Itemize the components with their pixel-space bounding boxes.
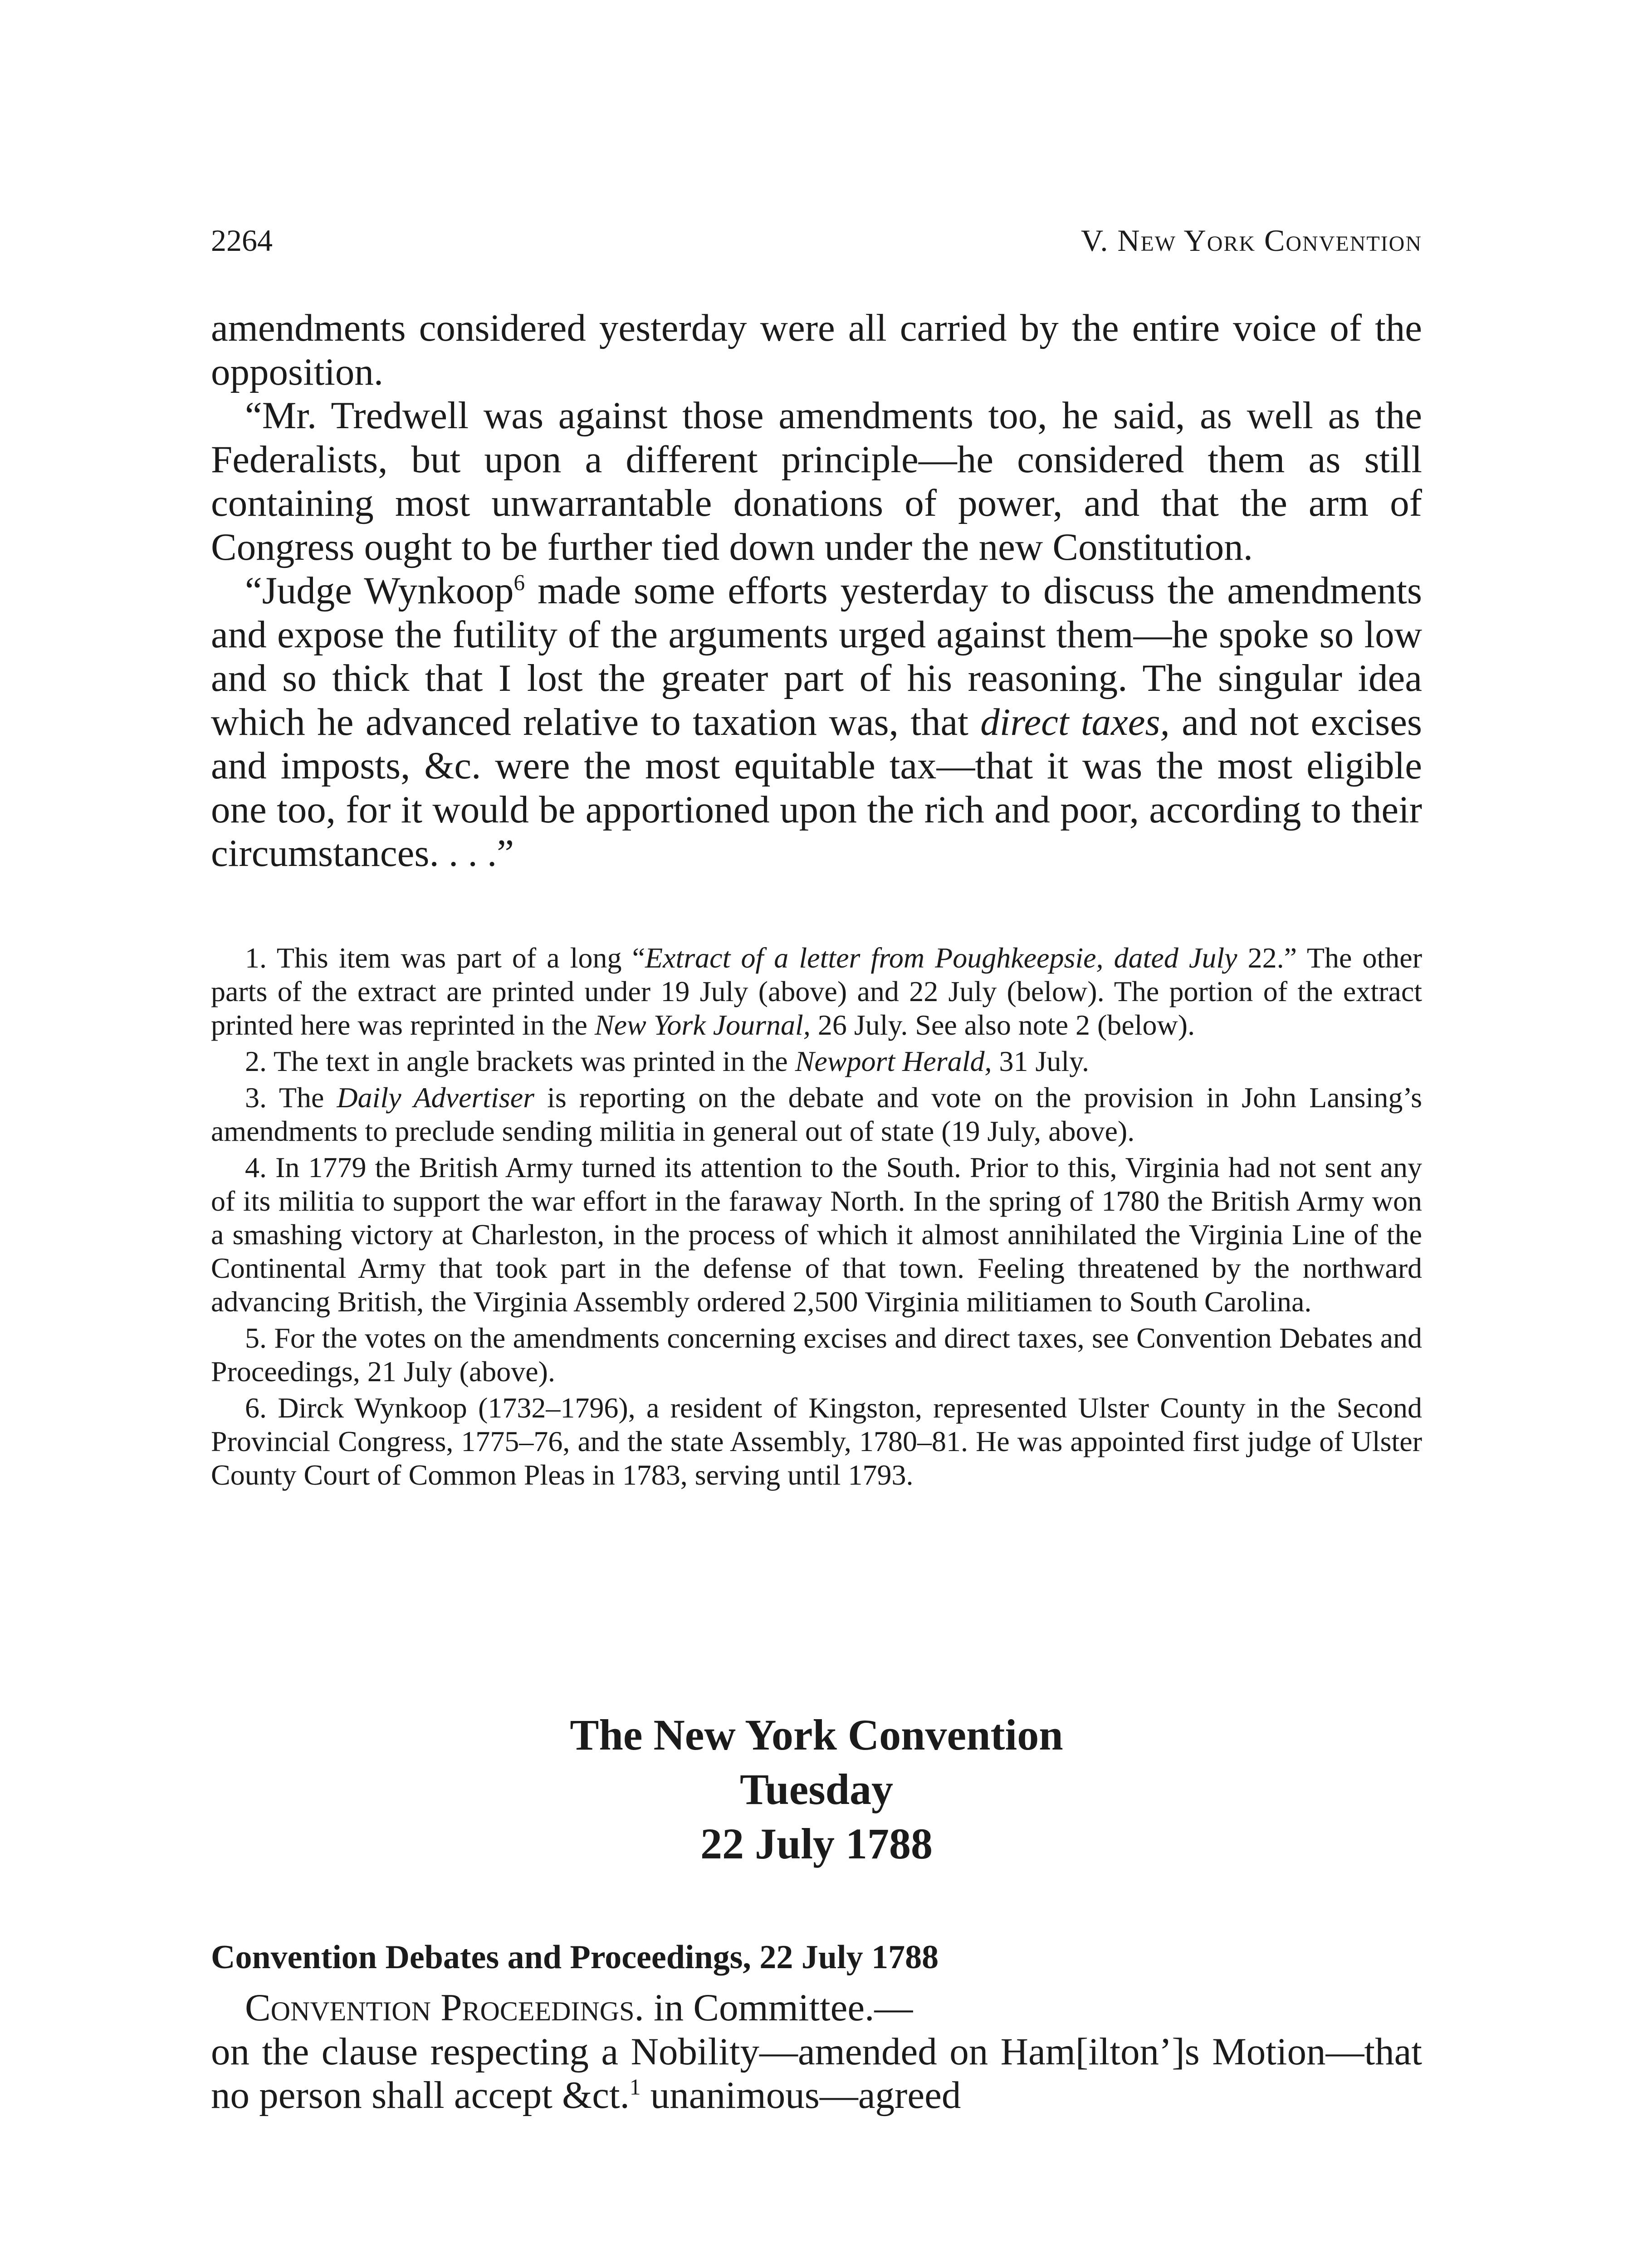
body-text (211, 306, 1422, 875)
proceedings-text (211, 1986, 1422, 2117)
running-head (211, 222, 1422, 259)
footnote-ref-6[interactable]: 6 (513, 570, 525, 595)
footnote-1-italic-b: New York Journal, (594, 1009, 811, 1041)
paragraph-3-italic: direct taxes, (980, 700, 1170, 743)
footnote-2-text-b: 31 July. (992, 1045, 1089, 1077)
footnote-1-text-a: 1. This item was part of a long “ (245, 942, 645, 974)
section-title-line-1: The New York Convention (570, 1711, 1063, 1759)
page-number: 2264 (211, 223, 273, 258)
paragraph-3-start: “Judge Wynkoop (245, 569, 514, 612)
footnote-1-text-b: 22.” The other parts of the extract are printed under 19 July (above) and 22 July (below). The portion of the extract printed here was reprinted in the (211, 942, 1423, 1041)
proceedings-heading (211, 1986, 1422, 2030)
footnote-2-italic: Newport Herald, (795, 1045, 992, 1077)
section-subheading: Convention Debates and Proceedings, 22 July 1788 (211, 1939, 939, 1976)
footnote-3-italic: Daily Advertiser (337, 1081, 535, 1114)
body-paragraph-1: amendments considered yesterday were all carried by the entire voice of the opposition. (211, 307, 1422, 393)
section-title-line-3: 22 July 1788 (700, 1819, 933, 1868)
proceedings-line-a: on the clause respecting a Nobility—amended on Ham[ilton’]s Motion—that no person shall accept &ct. (211, 2030, 1422, 2116)
footnote-5: 5. For the votes on the amendments concerning excises and direct taxes, see Convention Debates and Proceedings, 21 July (above). (211, 1322, 1422, 1388)
proceedings-line-b: unanimous—agreed (640, 2074, 961, 2116)
footnote-3-text-b: is reporting on the debate and vote on the provision in John Lansing’s amendments to preclude sending militia in general out of state (19 July, above). (211, 1081, 1423, 1147)
body-paragraph-2: “Mr. Tredwell was against those amendments too, he said, as well as the Federalists, but upon a different principle—he considered them as still containing most unwarrantable donations of power, and that the arm of Congress ought to be further tied down under the new Constitution. (211, 394, 1422, 568)
paragraph-3-middle: made some efforts yesterday to discuss the amendments and expose the futility of the arguments urged against them—he spoke so low and so thick that I lost the greater part of his reasoning. The singular idea which he advanced relative to taxation was, that (211, 569, 1423, 743)
footnote-3 (211, 1081, 1422, 1148)
footnote-6: 6. Dirck Wynkoop (1732–1796), a resident of Kingston, represented Ulster County in the Second Provincial Congress, 1775–76, and the state Assembly, 1780–81. He was appointed first judge of Ulster County Court of Common Pleas in 1783, serving until 1793. (211, 1392, 1422, 1491)
section-title-line-2: Tuesday (740, 1765, 893, 1813)
body-paragraph-3 (211, 569, 1422, 875)
footnote-1-text-c: 26 July. See also note 2 (below). (810, 1009, 1195, 1041)
proceedings-label: Convention Proceedings. (245, 1986, 644, 2029)
footnote-1-italic-a: Extract of a letter from Poughkeepsie, dated July (645, 942, 1237, 974)
footnote-ref-1[interactable]: 1 (629, 2074, 641, 2100)
proceedings-label-rest: in Committee.— (644, 1986, 913, 2029)
proceedings-line (211, 2030, 1422, 2117)
footnotes (211, 941, 1422, 1495)
running-head-title: V. New York Convention (1081, 223, 1422, 258)
footnote-1 (211, 941, 1422, 1042)
footnote-2 (211, 1045, 1422, 1078)
footnote-3-text-a: 3. The (245, 1081, 337, 1114)
section-title (211, 1708, 1422, 1871)
paragraph-3-end: and not excises and imposts, &c. were the most equitable tax—that it was the most eligible one too, for it would be apportioned upon the rich and poor, according to their circumstances. . . .” (211, 700, 1422, 875)
footnote-4: 4. In 1779 the British Army turned its attention to the South. Prior to this, Virginia had not sent any of its militia to support the war effort in the faraway North. In the spring of 1780 the British Army won a smashing victory at Charleston, in the process of which it almost annihilated the Virginia Line of the Continental Army that took part in the defense of that town. Feeling threatened by the northward advancing British, the Virginia Assembly ordered 2,500 Virginia militiamen to South Carolina. (211, 1151, 1422, 1318)
footnote-2-text-a: 2. The text in angle brackets was printed in the (245, 1045, 795, 1077)
